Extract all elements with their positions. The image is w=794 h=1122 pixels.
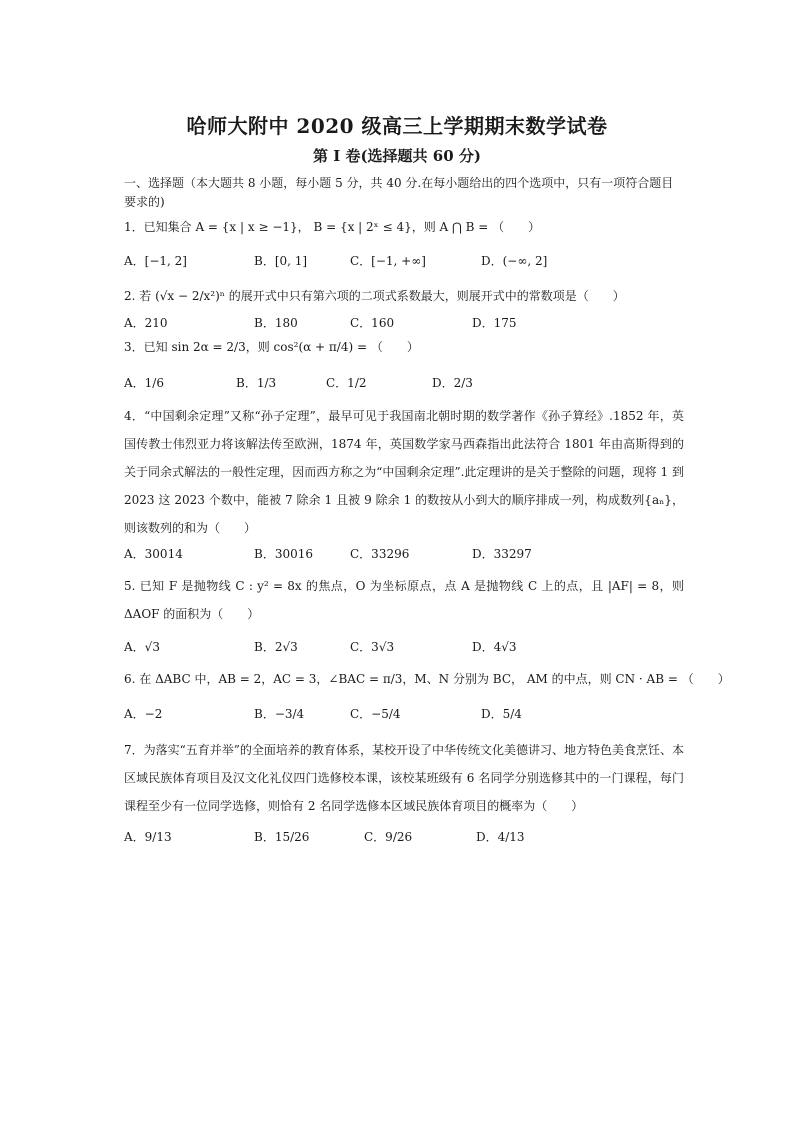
section-header: 一、选择题（本大题共 8 小题，每小题 5 分，共 40 分.在每小题给出的四个选项中，只有一项符合题目要求的)	[124, 176, 674, 209]
option-b: B．180	[254, 316, 298, 330]
question-text: 7．为落实“五育并举”的全面培养的教育体系，某校开设了中华传统文化美德讲习、地方特色美食烹饪、本区域民族体育项目及汉文化礼仪四门选修校本课，该校某班级有 6 名同学分别选修其中的一门课程，每门课程至少有一位同学选修，则恰有 2 名同学选修本区域民族体育项目的概率为（ ）	[124, 743, 684, 813]
option-d: D．4√3	[472, 640, 517, 654]
option-a: A．√3	[124, 640, 160, 654]
option-d: D．5/4	[481, 707, 522, 721]
question-text: 5. 已知 F 是抛物线 C : y² = 8x 的焦点，O 为坐标原点，点 A 是抛物线 C 上的点，且 |AF| = 8，则 ΔAOF 的面积为（ ）	[124, 579, 684, 621]
question-6-options	[124, 705, 684, 739]
question-7	[124, 736, 684, 820]
question-1-options	[124, 252, 684, 274]
option-b: B．1/3	[236, 376, 277, 390]
question-text: 4．“中国剩余定理”又称“孙子定理”，最早可见于我国南北朝时期的数学著作《孙子算经》.1852 年，英国传教士伟烈亚力将该解法传至欧洲，1874 年，英国数学家马西森指出此法符合 1801 年由高斯得到的关于同余式解法的一般性定理，因而西方称之为“中国剩余定理”.此定理讲的是关于整除的问题，现将 1 到 2023 这 2023 个数中，能被 7 除余 1 且被 9 除余 1 的数按从小到大的顺序排成一列，构成数列{aₙ}，则该数列的和为（ ）	[124, 409, 684, 535]
question-5	[124, 572, 684, 628]
option-c: C．1/2	[326, 376, 367, 390]
option-d: D．4/13	[476, 830, 525, 844]
option-a: A．[−1, 2]	[124, 254, 187, 268]
option-b: B．−3/4	[254, 707, 305, 721]
option-d: D．2/3	[432, 376, 473, 390]
option-a: A．210	[124, 316, 168, 330]
exam-title: 哈师大附中 2020 级高三上学期期末数学试卷	[186, 114, 608, 138]
question-3	[124, 338, 684, 357]
option-d: D．33297	[472, 547, 532, 561]
option-a: A．1/6	[124, 376, 164, 390]
option-d: D．175	[472, 316, 517, 330]
option-c: C．160	[350, 316, 395, 330]
question-text: 2. 若 (√x − 2/x²)ⁿ 的展开式中只有第六项的二项式系数最大，则展开式中的常数项是（ ）	[124, 289, 625, 303]
option-a: A．30014	[124, 547, 183, 561]
exam-subtitle: 第 I 卷(选择题共 60 分)	[313, 147, 481, 165]
option-a: A．−2	[124, 707, 163, 721]
option-c: C．9/26	[364, 830, 413, 844]
question-7-options	[124, 828, 684, 862]
option-a: A．9/13	[124, 830, 172, 844]
question-2-options	[124, 314, 684, 336]
question-4	[124, 402, 684, 542]
question-1	[124, 218, 684, 237]
option-c: C．3√3	[350, 640, 395, 654]
question-6	[124, 670, 730, 689]
option-b: B．15/26	[254, 830, 310, 844]
question-text: 6. 在 ΔABC 中，AB = 2，AC = 3，∠BAC = π/3，M、N 分别为 BC， AM 的中点，则 CN · AB = （ ）	[124, 672, 730, 686]
question-text: 1．已知集合 A = {x | x ≥ −1}， B = {x | 2ˣ ≤ 4}，则 A ⋂ B = （ ）	[124, 220, 541, 234]
option-d: D．(−∞, 2]	[481, 254, 548, 268]
option-c: C．−5/4	[350, 707, 401, 721]
option-c: C．[−1, +∞]	[350, 254, 426, 268]
option-b: B．30016	[254, 547, 313, 561]
option-c: C．33296	[350, 547, 410, 561]
question-5-options	[124, 638, 684, 660]
question-4-options	[124, 545, 684, 567]
question-2	[124, 287, 684, 306]
option-b: B．2√3	[254, 640, 298, 654]
question-text: 3．已知 sin 2α = 2/3，则 cos²(α + π/4) = （ ）	[124, 340, 419, 354]
option-b: B．[0, 1]	[254, 254, 308, 268]
